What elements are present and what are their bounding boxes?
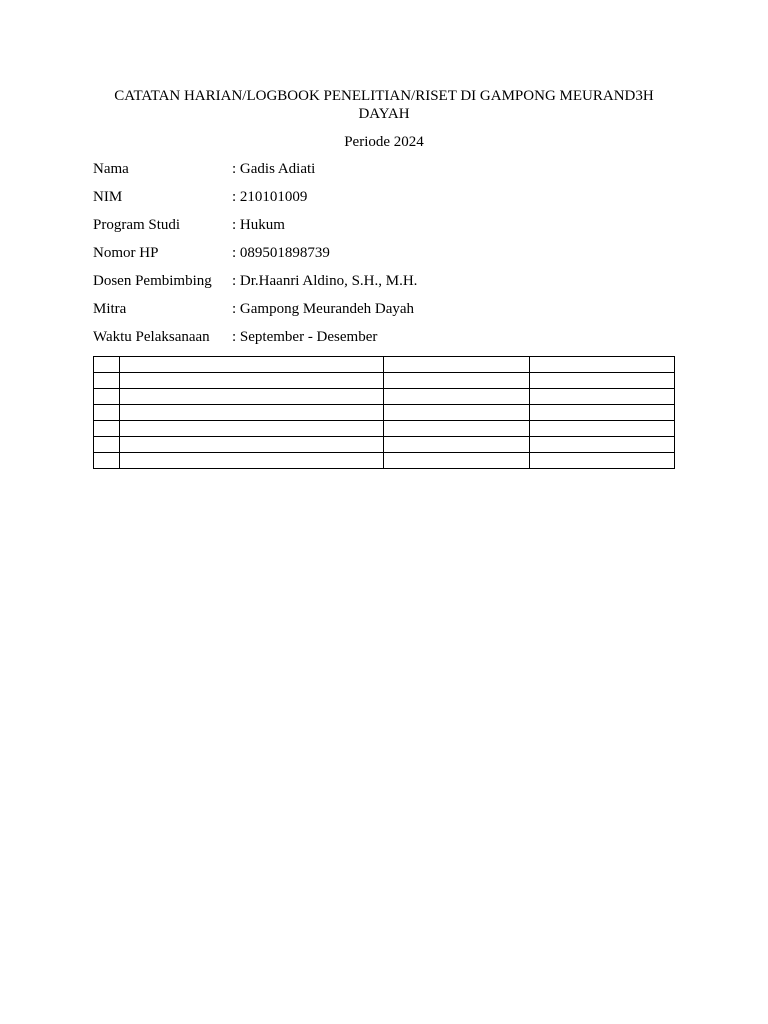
info-value: : September - Desember [232, 329, 378, 345]
info-row-waktu-pelaksanaan [93, 328, 675, 356]
table-cell [384, 357, 530, 373]
table-row [94, 453, 675, 469]
info-value: : Gampong Meurandeh Dayah [232, 301, 415, 317]
info-value: : 210101009 [232, 189, 308, 205]
table-cell [530, 373, 675, 389]
table-cell [384, 373, 530, 389]
info-label: Nama [93, 161, 129, 177]
table-cell [530, 357, 675, 373]
table-cell [94, 389, 120, 405]
table-cell [94, 421, 120, 437]
info-label: Dosen Pembimbing [93, 273, 212, 289]
table-cell [94, 437, 120, 453]
info-label: NIM [93, 189, 123, 205]
table-cell [384, 389, 530, 405]
table-cell [94, 373, 120, 389]
table-cell [94, 405, 120, 421]
info-row-dosen-pembimbing [93, 272, 675, 300]
table-cell [120, 357, 384, 373]
info-value: : Hukum [232, 217, 285, 233]
info-row-nomor-hp [93, 244, 675, 272]
table-cell [120, 453, 384, 469]
info-value: : Gadis Adiati [232, 161, 316, 177]
table-cell [530, 389, 675, 405]
info-label: Waktu Pelaksanaan [93, 329, 210, 345]
table-row [94, 373, 675, 389]
table-cell [94, 357, 120, 373]
table-cell [530, 405, 675, 421]
table-cell [384, 437, 530, 453]
table-cell [530, 453, 675, 469]
info-row-nama [93, 160, 675, 188]
logbook-table [93, 356, 675, 469]
table-cell [120, 373, 384, 389]
info-value: : 089501898739 [232, 245, 330, 261]
document-title: CATATAN HARIAN/LOGBOOK PENELITIAN/RISET DI GAMPONG MEURAND3H DAYAH [114, 88, 654, 122]
table-cell [530, 421, 675, 437]
table-cell [94, 453, 120, 469]
info-label: Program Studi [93, 217, 181, 233]
info-row-nim [93, 188, 675, 216]
table-row [94, 437, 675, 453]
table-row [94, 421, 675, 437]
table-cell [384, 453, 530, 469]
table-cell [530, 437, 675, 453]
document-period: Periode 2024 [344, 134, 424, 150]
table-cell [120, 389, 384, 405]
info-section [93, 160, 675, 356]
table-row [94, 357, 675, 373]
table-cell [384, 405, 530, 421]
info-label: Mitra [93, 301, 127, 317]
table-cell [384, 421, 530, 437]
table-cell [120, 437, 384, 453]
info-value: : Dr.Haanri Aldino, S.H., M.H. [232, 273, 418, 289]
table-row [94, 389, 675, 405]
table-cell [120, 405, 384, 421]
table-row [94, 405, 675, 421]
info-row-mitra [93, 300, 675, 328]
logbook-table-body [94, 357, 675, 469]
info-row-program-studi [93, 216, 675, 244]
table-cell [120, 421, 384, 437]
info-label: Nomor HP [93, 245, 159, 261]
